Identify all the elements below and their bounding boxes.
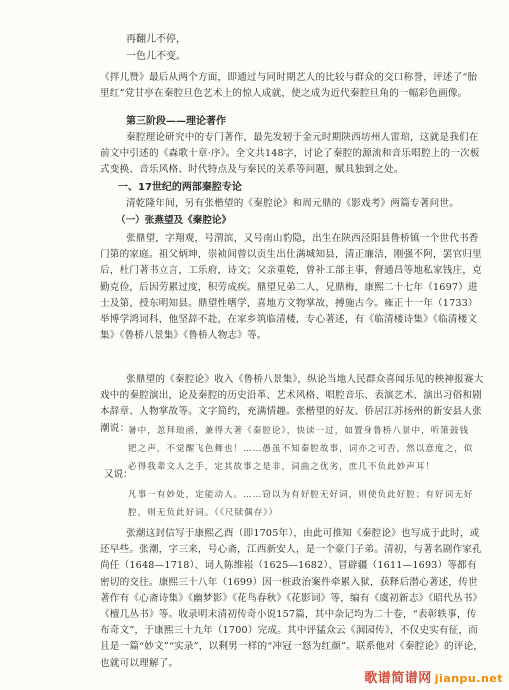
paragraph-qianlong: 清乾隆年间，另有张楷望的《秦腔论》和周元鼎的《影戏考》两篇专著问世。 bbox=[126, 198, 459, 209]
watermark-cn: 歌谱简谱网 bbox=[364, 671, 432, 686]
watermark bbox=[364, 667, 503, 686]
verse-line-1: 再翻儿不停， bbox=[126, 34, 186, 45]
paragraph-theory-intro: 秦腔理论研究中的专门著作，最先发轫于金元时期陕西坊州人雷琯，这就是我们在前文中引述的《森歌十章·序》。全文共148字，讨论了秦腔的源流和音乐唱腔上的一次板式变换、音乐风格、时代特点及与秦民的关系等问题，赋具独到之处。 bbox=[100, 132, 480, 176]
watermark-en: jianpu.net bbox=[434, 672, 503, 685]
verse-line-2: 一色儿不变。 bbox=[126, 51, 186, 62]
paragraph-panerzan: 《拌儿赞》最后从两个方面，即通过与同时期艺人的比较与群众的交口称誉，评述了“胎里红”党甘亭在秦腔旦色艺术上的惊人成就，使之成为近代秦腔旦角的一幅彩色画像。 bbox=[100, 72, 478, 100]
paragraph-zhangchao: 张潮这封信写于康熙乙酉（即1705年），由此可推知《秦腔论》也写成于此时，或还早些。张潮，字三来，号心斋，江西新安人，是一个豪门子弟。清初，与著名剧作家孔尚任（1648—1718）、词人陈维崧（1625—1682）、冒辟疆（1611—1693）等都有密切的交往。康熙三十八年（1699）因一桩政治案件牵累入狱，获释后潜心著述，传世著作有《心斋诗集》《幽梦影》《花鸟春秋》《花影词》等，编有《虞初新志》《昭代丛书》《檀几丛书》等。收录明末清初传奇小说157篇，其中杂记均为二十卷，“表彰轶事，传布奇文”，于康熙三十九年（1700）完成。其中评猛众云《洞园传》，不仅史实有征，而且是一篇“妙文”“实录”，以剩男一样的“冲冠一怒为红颜”。联系他对《秦腔论》的评论，也就可以理解了。 bbox=[100, 528, 484, 669]
block-quote-1: 暑中，忽拜琅函，兼得大著《秦腔论》，快读一过，如置身鲁桥八景中，听箫鼓钱钯之声，不觉醒飞色舞也！……愚虽不知秦腔故事，词亦之可否，然以意度之，似必得我辈文人之手，定其故事之是非，词曲之优劣，庶几不负此妙声耳！ bbox=[128, 426, 474, 472]
paragraph-qinqiang-lun: 张鼎望的《秦腔论》收入《鲁桥八景集》，纵论当地人民群众喜闻乐见的秧神报赛大戏中的秦腔演出，论及秦腔的历史沿革、艺术风格、唱腔音乐、表演艺术、演出习俗和剧本辞章、人物掌故等。文字简约，充满情趣。张楷望的好友、侨居江苏扬州的新安县人张潮说： bbox=[100, 374, 484, 434]
paragraph-zhang-biography: 张鼎望，字翔观，号渭滨，又号南山豹隐，出生在陕西泾阳县鲁桥镇一个世代书香门第的家庭。祖父炳坤，崇祯间曾以贡生出仕满城知县，清正廉洁，刚强不阿，罢官归里后，杜门著书立言，工乐府，诗文；父亲重乾，曾补工部主事，督通昌等地私家钱庄，克勤克俭，后因劳累过度，积劳成疾。鼎望兄弟二人，兄鼎梅，康熙二十七年（1697）进士及第，授东明知县。鼎望性嗜学，喜地方文物掌故，搏施古今。雍正十一年（1733）举博学鸿词科，他坚辞不赴，在家乡筑临清楼，专心著述，有《临清楼诗集》《临清楼文集》《鲁桥八景集》《鲁桥人物志》等。 bbox=[100, 233, 482, 342]
section-heading: 第三阶段——理论著作 bbox=[126, 116, 226, 127]
sub-sub-heading: （一）张燕望及《秦腔论》 bbox=[116, 215, 232, 226]
youshuo-label: 又说： bbox=[104, 469, 133, 480]
block-quote-2: 凡事一有妙处，定能动人。……窃以为有好腔无好词，则使负此好腔；有好词无好腔，则无负此好词。（《尺牍偶存》） bbox=[128, 490, 474, 518]
sub-heading: 一、17世纪的两部秦腔专论 bbox=[118, 182, 242, 193]
